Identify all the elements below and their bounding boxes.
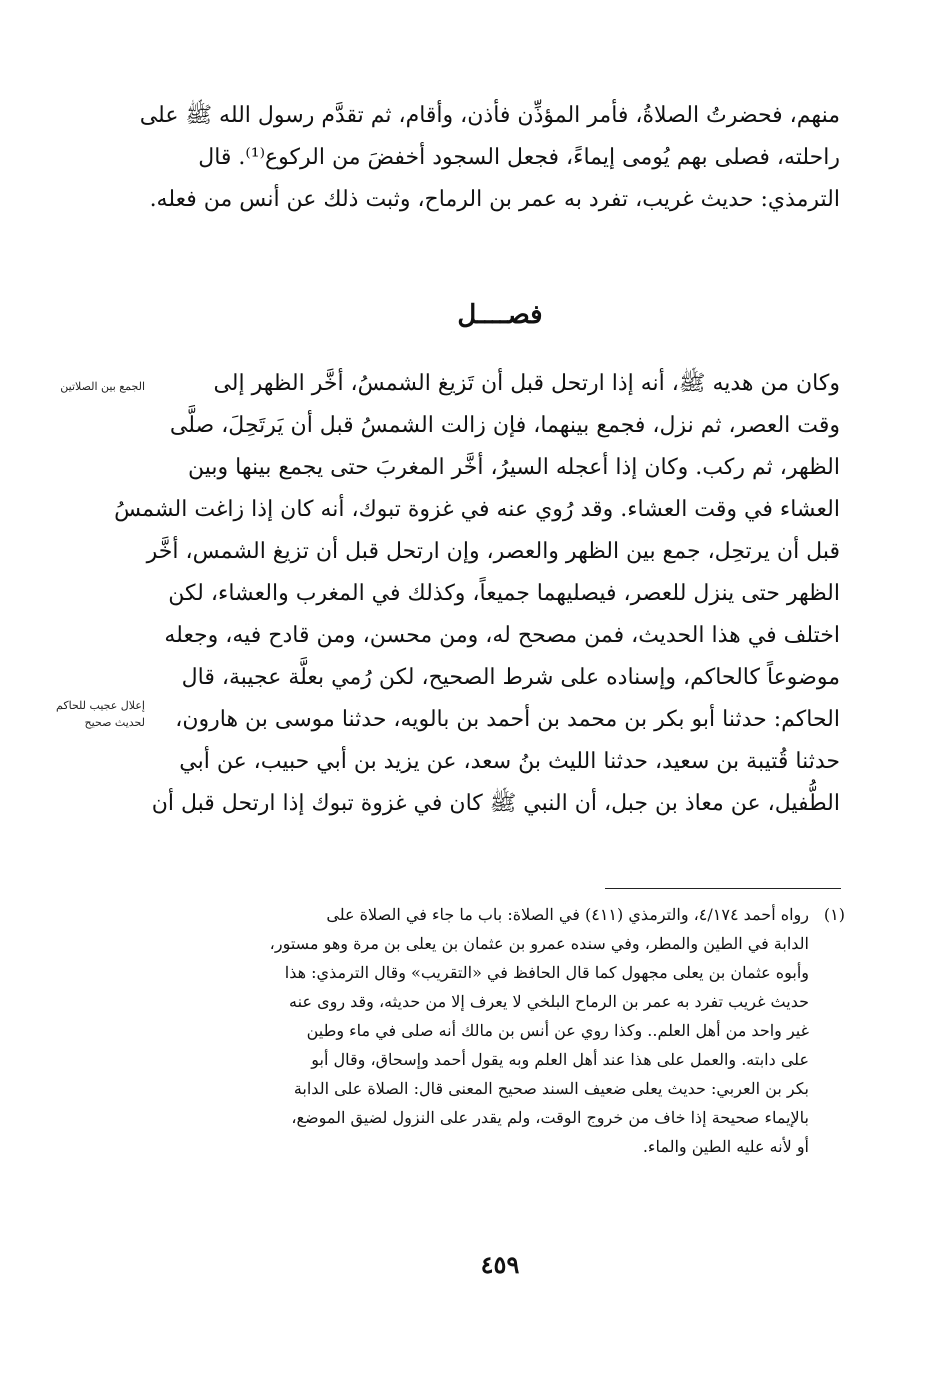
margin-note-line: إعلال عجيب للحاكم bbox=[56, 699, 145, 712]
text-line: وكان من هديه ﷺ، أنه إذا ارتحل قبل أن تَزيغ الشمسُ، أخَّر الظهر إلى bbox=[213, 371, 840, 396]
margin-note-hakim-defect bbox=[20, 697, 145, 731]
text-line: قبل أن يرتحِل، جمع بين الظهر والعصر، وإن ارتحل قبل أن تزيغ الشمس، أخَّر bbox=[146, 539, 840, 564]
margin-note-combining-prayers: الجمع بين الصلاتين bbox=[60, 380, 145, 393]
text-line: موضوعاً كالحاكم، وإسناده على شرط الصحيح، لكن رُمي بعلَّة عجيبة، قال bbox=[181, 665, 840, 690]
footnote-line bbox=[160, 900, 845, 929]
text-line: راحلته، فصلى بهم يُومى إيماءً، فجعل السجود أخفضَ من الركوع⁽¹⁾. قال bbox=[198, 145, 840, 170]
text-line: منهم، فحضرتُ الصلاةُ، فأمر المؤذِّن فأذن، وأقام، ثم تقدَّم رسول الله ﷺ على bbox=[139, 103, 840, 128]
text-line: الظهر، ثم ركب. وكان إذا أعجله السيرُ، أخَّر المغربَ حتى يجمع بينها وبين bbox=[188, 455, 840, 480]
footnote-line: بكر بن العربي: حديث يعلى ضعيف السند صحيح المعنى قال: الصلاة على الدابة bbox=[293, 1079, 809, 1098]
footnote-line: الدابة في الطين والمطر، وفي سنده عمرو بن عثمان بن يعلى بن مرة وهو مستور، bbox=[269, 934, 809, 953]
text-line: الطُّفيل، عن معاذ بن جبل، أن النبي ﷺ كان في غزوة تبوك إذا ارتحل قبل أن bbox=[151, 791, 840, 816]
text-line: وقت العصر، ثم نزل، فجمع بينهما، فإن زالت الشمسُ قبل أن يَرتَحِلَ، صلَّى bbox=[169, 413, 840, 438]
footnote-line: وأبوه عثمان بن يعلى مجهول كما قال الحافظ في «التقريب» وقال الترمذي: هذا bbox=[284, 963, 809, 982]
footnote-marker: (١) bbox=[823, 905, 845, 924]
text-line: الترمذي: حديث غريب، تفرد به عمر بن الرماح، وثبت ذلك عن أنس من فعله. bbox=[149, 187, 840, 212]
page-number: ٤٥٩ bbox=[480, 1250, 520, 1279]
text-line: الظهر حتى ينزل للعصر، فيصليهما جميعاً، وكذلك في المغرب والعشاء، لكن bbox=[168, 581, 840, 606]
footnote-line: بالإيماء صحيحة إذا خاف من خروج الوقت، ولم يقدر على النزول لضيق الموضع، bbox=[291, 1108, 809, 1127]
text-line: اختلف في هذا الحديث، فمن مصحح له، ومن محسن، ومن قادح فيه، وجعله bbox=[164, 623, 840, 648]
text-line: الحاكم: حدثنا أبو بكر بن محمد بن أحمد بن بالويه، حدثنا موسى بن هارون، bbox=[175, 707, 840, 732]
footnote-text: رواه أحمد ٤/١٧٤، والترمذي (٤١١) في الصلاة: باب ما جاء في الصلاة على bbox=[326, 905, 809, 924]
footnote-separator bbox=[605, 888, 841, 889]
text-line: العشاء في وقت العشاء. وقد رُوي عنه في غزوة تبوك، أنه كان إذا زاغت الشمسُ bbox=[114, 497, 840, 522]
footnote-line: غير واحد من أهل العلم.. وكذا روي عن أنس بن مالك أنه صلى في ماء وطين bbox=[306, 1021, 809, 1040]
section-heading: فصــــل bbox=[457, 300, 543, 330]
text-line: حدثنا قُتيبة بن سعيد، حدثنا الليث بنُ سعد، عن يزيد بن أبي حبيب، عن أبي bbox=[179, 749, 840, 774]
footnote-line: حديث غريب تفرد به عمر بن الرماح البلخي لا يعرف إلا من حديثه، وقد روى عنه bbox=[289, 992, 809, 1011]
footnote-line: على دابته. والعمل على هذا عند أهل العلم وبه يقول أحمد وإسحاق، وقال أبو bbox=[311, 1050, 809, 1069]
margin-note-line: لحديث صحيح bbox=[84, 716, 145, 729]
intro-paragraph bbox=[139, 95, 840, 221]
footnote-line: أو لأنه عليه الطين والماء. bbox=[642, 1137, 809, 1156]
footnotes bbox=[160, 900, 845, 1161]
